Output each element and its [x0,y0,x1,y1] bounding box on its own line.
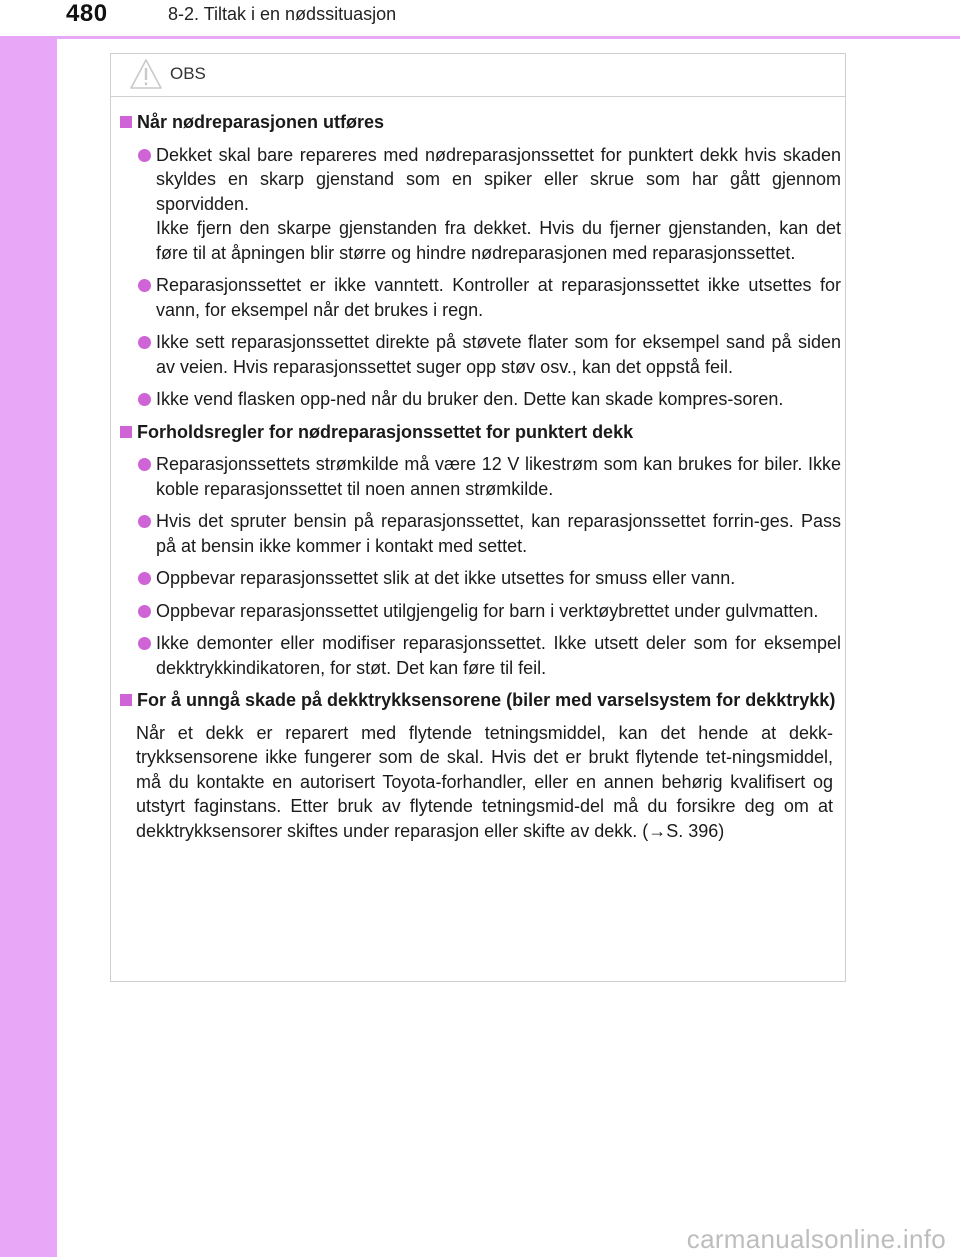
bullet-extra-text: Ikke fjern den skarpe gjenstanden fra dekket. Hvis du fjerner gjenstanden, kan det føre til at åpningen blir større og hindre nødreparasjonen med reparasjonssettet. [156,218,841,263]
square-bullet-icon [120,694,132,706]
list-item [117,631,841,680]
section-paragraph: Når et dekk er reparert med flytende tetningsmiddel, kan det hende at dekk-trykksensorene ikke fungerer som de skal. Hvis det er brukt flytende tet-ningsmiddel, må du kontakte en autorisert Toyota-forhandler, eller en annen behørig kvalifisert og utstyrt faginstans. Etter bruk av flytende tetningsmid-del må du forsikre deg om at dekktrykksensorer skiftes under reparasjon eller skifte av dekk. (→S. 396) [136,722,833,841]
bullet-text: Ikke vend flasken opp-ned når du bruker den. Dette kan skade kompres-soren. [156,389,784,409]
round-bullet-icon [138,515,151,528]
round-bullet-icon [138,637,151,650]
heading-text: For å unngå skade på dekktrykksensorene (biler med varselsystem for dekktrykk) [137,690,836,710]
bullet-text: Oppbevar reparasjonssettet utilgjengelig for barn i verktøybrettet under gulvmatten. [156,600,819,621]
side-color-bar [0,0,57,1257]
round-bullet-icon [138,605,151,618]
section-heading [117,688,841,713]
heading-text: Forholdsregler for nødreparasjonssettet for punktert dekk [137,421,634,442]
header-band [0,0,960,37]
caution-content [117,110,841,843]
bullet-text: Ikke demonter eller modifiser reparasjonssettet. Ikke utsett deler som for eksempel dekktrykkindikatoren, for støt. Det kan føre til feil. [156,633,841,678]
section-title: 8-2. Tiltak i en nødssituasjon [168,4,397,24]
list-item [117,330,841,379]
round-bullet-icon [138,279,151,292]
round-bullet-icon [138,458,151,471]
page-number: 480 [66,0,108,27]
header-rule [0,36,960,39]
round-bullet-icon [138,393,151,406]
bullet-text: Oppbevar reparasjonssettet slik at det ikke utsettes for smuss eller vann. [156,568,736,588]
list-item [117,566,841,591]
caution-header [111,54,845,97]
section-heading [117,110,841,135]
square-bullet-icon [120,116,132,128]
round-bullet-icon [138,572,151,585]
list-item [117,387,841,412]
list-item [117,143,841,266]
warning-triangle-icon [129,58,163,90]
list-item [117,599,841,624]
bullet-text: Reparasjonssettets strømkilde må være 12 V likestrøm som kan brukes for biler. Ikke koble reparasjonssettet til noen annen strømkilde. [156,454,841,499]
watermark: carmanualsonline.info [686,1224,946,1254]
section-heading [117,420,841,445]
bullet-text: Reparasjonssettet er ikke vanntett. Kontroller at reparasjonssettet ikke utsettes for vann, for eksempel når det brukes i regn. [156,275,841,320]
round-bullet-icon [138,336,151,349]
bullet-text: Hvis det spruter bensin på reparasjonssettet, kan reparasjonssettet forrin-ges. Pass på at bensin ikke kommer i kontakt med settet. [156,511,841,556]
list-item [117,273,841,322]
list-item [117,509,841,558]
round-bullet-icon [138,149,151,162]
bullet-text: Dekket skal bare repareres med nødreparasjonssettet for punktert dekk hvis skaden skyldes en skarp gjenstand som en spiker eller skrue som har gått gjennom sporvidden. [156,144,841,214]
caution-box [110,53,846,982]
heading-text: Når nødreparasjonen utføres [137,112,385,132]
caution-label: OBS [170,64,206,83]
list-item [117,452,841,501]
square-bullet-icon [120,426,132,438]
bullet-text: Ikke sett reparasjonssettet direkte på støvete flater som for eksempel sand på siden av veien. Hvis reparasjonssettet suger opp støv osv., kan det oppstå feil. [156,332,841,377]
